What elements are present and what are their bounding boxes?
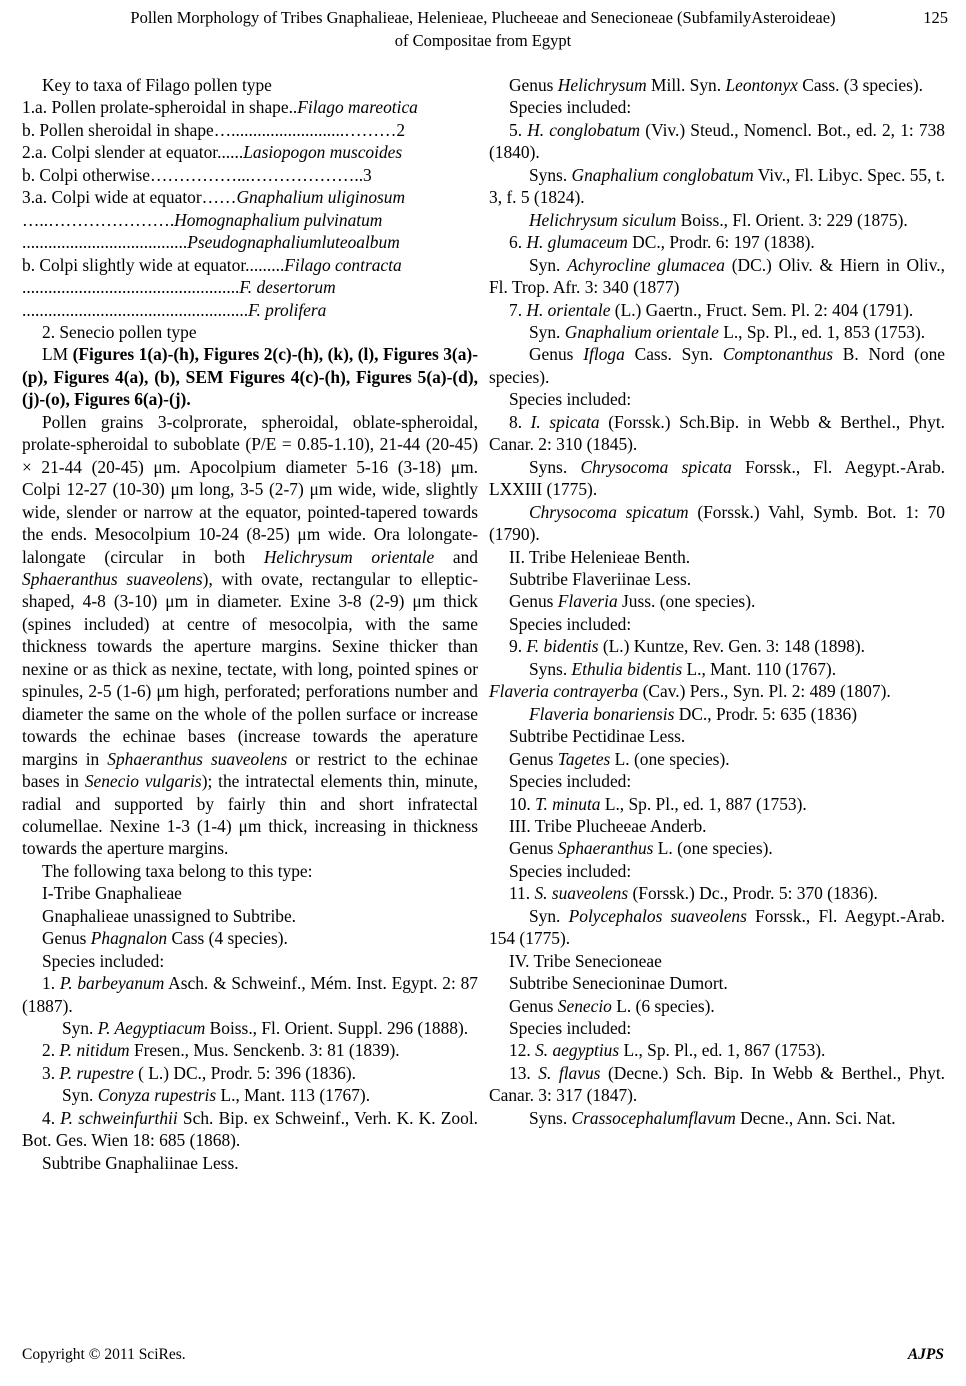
key-line-5-text: 3.a. Colpi wide at equator…… [22, 187, 237, 208]
species-included-label-4: Species included: [509, 771, 632, 792]
genus-senecio-prefix: Genus [509, 995, 558, 1016]
genus-tagetes-line [489, 748, 945, 770]
species-9-synonym-name: Ethulia bidentis [571, 658, 683, 679]
description-segment-3: ), with ovate, rectangular to elleptic-shaped, 4-8 (3-10) μm in diameter. Exine 3-8 (2-9) μm thick (spines included) at centre of mesocolpia, with the same thickness towards the aperture margins. Sexine thicker than nexine or as thick as nexine, tectate, with long, pointed spines or spinules, 2-5 (1-6) μm high, perforated; perforations number and diameter the same on the whole of the pollen surface or increase towards the echinae bases (increase towards the aperature margins in [22, 568, 478, 769]
species-1-synonym-citation: Boiss., Fl. Orient. Suppl. 296 (1888). [205, 1018, 469, 1039]
species-1-synonym [22, 1017, 478, 1039]
species-9-synonym-2-name: Flaveria contrayerba [489, 681, 639, 702]
genus-ifloga-synonym-name: Comptonanthus [722, 344, 833, 365]
key-line-3-text: 2.a. Colpi slender at equator...... [22, 142, 244, 163]
tribe-i-heading: I-Tribe Gnaphalieae [42, 883, 182, 904]
species-9-synonyms-label: Syns. [529, 658, 572, 679]
species-1-synonym-name: P. Aegyptiacum [97, 1018, 206, 1039]
species-included-label-3: Species included: [509, 613, 632, 634]
species-12-number: 12. [509, 1040, 536, 1061]
species-entry-8 [489, 411, 945, 456]
genus-sphaeranthus-suffix: L. (one species). [653, 838, 773, 859]
key-line-8-taxon: Filago contracta [284, 254, 402, 275]
species-11-synonym-citation: Forssk., Fl. Aegypt.-Arab. 154 (1775). [489, 905, 946, 949]
genus-flaveria-line [489, 590, 945, 612]
species-1-number: 1. [42, 973, 60, 994]
species-3-citation: ( L.) DC., Prodr. 5: 396 (1836). [133, 1062, 356, 1083]
key-line-7-text: ...................................... [22, 232, 188, 253]
key-line-9-text: .................................................. [22, 277, 240, 298]
species-10-name: T. minuta [535, 793, 601, 814]
genus-flaveria-name: Flaveria [557, 591, 618, 612]
species-entry-5 [489, 119, 945, 164]
key-line-9-taxon: F. desertorum [239, 277, 336, 298]
species-13-name: S. flavus [538, 1062, 601, 1083]
species-1-citation: Asch. & Schweinf., Mém. Inst. Egypt. 2: 87 (1887). [22, 973, 478, 1016]
key-line-1-text: 1.a. Pollen prolate-spheroidal in shape.. [22, 97, 298, 118]
description-segment-4: or restrict to the echinae bases in [22, 748, 478, 792]
pollen-description-paragraph [22, 411, 478, 860]
species-included-label-6: Species included: [509, 1018, 632, 1039]
description-taxon-4: Senecio vulgaris [84, 771, 202, 792]
species-8-synonym-2 [489, 501, 945, 546]
key-line-4 [22, 164, 478, 186]
running-header-title-line2: of Compositae from Egypt [394, 31, 572, 50]
species-7-name: H. orientale [526, 299, 611, 320]
species-11-synonym [489, 905, 945, 950]
species-8-synonym-2-citation: (Forssk.) Vahl, Symb. Bot. 1: 70 (1790). [489, 501, 945, 545]
species-7-number: 7. [509, 299, 527, 320]
description-segment-5: ); the intratectal elements thin, minute, radial and supported by fairly thin and short infratectal columellae. Nexine 1-3 (1-4) μm thick, increasing in thickness towards the aperture margins. [22, 771, 478, 859]
lm-figures-paragraph [22, 343, 478, 410]
key-line-8-text: b. Colpi slightly wide at equator......... [22, 254, 285, 275]
species-11-name: S. suaveolens [534, 883, 629, 904]
species-5-synonym-2-citation: Boiss., Fl. Orient. 3: 229 (1875). [676, 209, 908, 230]
species-9-name: F. bidentis [526, 636, 599, 657]
genus-tagetes-name: Tagetes [557, 748, 611, 769]
genus-ifloga-line [489, 343, 945, 388]
key-line-7-taxon: Pseudognaphaliumluteoalbum [187, 232, 400, 253]
species-2-citation: Fresen., Mus. Senckenb. 3: 81 (1839). [129, 1040, 400, 1061]
species-2-number: 2. [42, 1040, 60, 1061]
species-11-citation: (Forssk.) Dc., Prodr. 5: 370 (1836). [628, 883, 878, 904]
species-4-citation: Sch. Bip. ex Schweinf., Verh. K. K. Zool. Bot. Ges. Wien 18: 685 (1868). [22, 1107, 478, 1151]
genus-helichrysum-suffix: Cass. (3 species). [797, 75, 923, 95]
running-header-title-line1: Pollen Morphology of Tribes Gnaphalieae, Helenieae, Plucheeae and Senecioneae (SubfamilyAsteroideae) [130, 8, 836, 27]
species-5-synonym-citation: Viv., Fl. Libyc. Spec. 55, t. 3, f. 5 (1824). [489, 164, 946, 208]
species-included-label-5: Species included: [509, 860, 632, 881]
running-header-title [88, 6, 878, 52]
species-8-synonym-name: Chrysocoma spicata [580, 456, 732, 477]
species-12-name: S. aegyptius [535, 1040, 620, 1061]
species-5-number: 5. [509, 119, 528, 140]
genus-phagnalon-suffix: Cass (4 species). [167, 928, 288, 949]
genus-phagnalon-name: Phagnalon [90, 928, 168, 949]
journal-abbreviation: AJPS [907, 1346, 944, 1363]
species-entry-13 [489, 1062, 945, 1107]
genus-ifloga-name: Ifloga [583, 344, 625, 365]
species-6-number: 6. [509, 232, 527, 253]
species-8-synonym-citation: Forssk., Fl. Aegypt.-Arab. LXXIII (1775). [489, 456, 946, 500]
species-1-synonym-label: Syn. [62, 1018, 98, 1039]
species-6-citation: DC., Prodr. 6: 197 (1838). [627, 232, 815, 253]
species-7-synonym-label: Syn. [529, 321, 565, 342]
species-entry-4 [22, 1107, 478, 1152]
species-3-synonym-name: Conyza rupestris [97, 1085, 217, 1106]
species-8-synonym-2-name: Chrysocoma spicatum [529, 501, 689, 522]
genus-sphaeranthus-line [489, 837, 945, 859]
genus-helichrysum-name: Helichrysum [557, 75, 647, 95]
running-header [0, 6, 966, 58]
copyright-notice: Copyright © 2011 SciRes. [22, 1346, 186, 1363]
key-line-10-text: .................................................... [22, 299, 249, 320]
species-entry-6 [489, 231, 945, 253]
pollen-type-2-heading: 2. Senecio pollen type [42, 321, 197, 342]
tribe-ii-heading: II. Tribe Helenieae Benth. [509, 546, 691, 567]
species-entry-11 [489, 882, 945, 904]
species-entry-1 [22, 972, 478, 1017]
species-13-citation: (Decne.) Sch. Bip. In Webb & Berthel., Phyt. Canar. 3: 317 (1847). [489, 1062, 946, 1106]
species-3-synonym [22, 1084, 478, 1106]
tribe-iii-heading: III. Tribe Plucheeae Anderb. [509, 815, 707, 836]
subtribe-senecioninae-heading: Subtribe Senecioninae Dumort. [509, 973, 728, 994]
species-entry-3 [22, 1062, 478, 1084]
description-segment-1: Pollen grains 3-colprorate, spheroidal, oblate-spheroidal, prolate-spheroidal to suboblate (P/E = 0.85-1.10), 21-44 (20-45) × 21-44 (20-45) μm. Apocolpium diameter 5-16 (3-18) μm. Colpi 12-27 (10-30) μm long, 3-5 (2-7) μm wide, wide, slightly wide, slender or narrow at the equator, pointed-tapered towards the ends. Mesocolpium 10-24 (8-25) μm wide. Ora lolongate-lalongate (circular in both [22, 411, 478, 567]
species-9-synonym-2-citation: (Cav.) Pers., Syn. Pl. 2: 489 (1807). [638, 681, 891, 702]
key-line-1-taxon: Filago mareotica [297, 97, 418, 118]
key-line-4-text: b. Colpi otherwise……………...………………..3 [22, 164, 372, 185]
species-included-label-2: Species included: [509, 389, 632, 410]
key-line-2-text: b. Pollen sheroidal in shape…..........................………2 [22, 119, 406, 140]
species-entry-10 [489, 793, 945, 815]
species-1-name: P. barbeyanum [59, 973, 165, 994]
body-columns [0, 74, 966, 1304]
species-11-synonym-label: Syn. [529, 905, 569, 926]
description-taxon-3: Sphaeranthus suaveolens [107, 748, 288, 769]
genus-sphaeranthus-name: Sphaeranthus [557, 838, 654, 859]
species-12-citation: L., Sp. Pl., ed. 1, 867 (1753). [619, 1040, 826, 1061]
genus-tagetes-prefix: Genus [509, 748, 558, 769]
species-9-synonym-3-citation: DC., Prodr. 5: 635 (1836) [674, 703, 858, 724]
genus-sphaeranthus-prefix: Genus [509, 838, 558, 859]
species-included-label-1: Species included: [509, 97, 632, 118]
species-8-citation: (Forssk.) Sch.Bip. in Webb & Berthel., Phyt. Canar. 2: 310 (1845). [489, 411, 946, 455]
species-5-synonym-name: Gnaphalium conglobatum [571, 164, 754, 185]
description-taxon-2: Sphaeranthus suaveolens [22, 568, 203, 589]
subtribe-gnaphaliinae-heading: Subtribe Gnaphaliinae Less. [42, 1152, 239, 1173]
species-5-citation: (Viv.) Steud., Nomencl. Bot., ed. 2, 1: 738 (1840). [489, 119, 945, 163]
species-entry-7 [489, 299, 945, 321]
species-9-synonym-3 [489, 703, 945, 725]
species-5-name: H. conglobatum [527, 119, 641, 140]
genus-flaveria-suffix: Juss. (one species). [617, 591, 756, 612]
key-line-9 [22, 276, 478, 298]
genus-senecio-suffix: L. (6 species). [611, 995, 715, 1016]
genus-senecio-name: Senecio [557, 995, 612, 1016]
species-4-number: 4. [42, 1107, 61, 1128]
species-entry-2 [22, 1039, 478, 1061]
genus-helichrysum-synonym-name: Leontonyx [725, 75, 798, 95]
species-included-label-left: Species included: [42, 950, 165, 971]
key-line-5 [22, 186, 478, 208]
genus-helichrysum-line [489, 74, 945, 96]
species-5-synonym-2 [489, 209, 945, 231]
key-line-6-text: …..…………………. [22, 209, 175, 230]
species-9-number: 9. [509, 636, 527, 657]
species-6-synonym-label: Syn. [529, 254, 568, 275]
page-footer [0, 1344, 966, 1370]
left-column [22, 74, 478, 1174]
species-13-synonym-name: Crassocephalumflavum [571, 1107, 736, 1128]
right-column [489, 74, 945, 1129]
species-9-synonym-2 [489, 680, 945, 702]
species-13-synonyms [489, 1107, 945, 1129]
species-11-number: 11. [509, 883, 535, 904]
genus-ifloga-mid: Cass. Syn. [624, 344, 723, 365]
species-entry-12 [489, 1039, 945, 1061]
key-line-1 [22, 96, 478, 118]
lm-label: LM [42, 344, 69, 365]
species-6-synonym [489, 254, 945, 299]
species-3-number: 3. [42, 1062, 60, 1083]
key-line-8 [22, 254, 478, 276]
key-line-6 [22, 209, 478, 231]
species-8-synonyms-label: Syns. [529, 456, 581, 477]
species-13-synonyms-label: Syns. [529, 1107, 572, 1128]
genus-helichrysum-mid: Mill. Syn. [646, 75, 726, 95]
species-7-synonym [489, 321, 945, 343]
genus-phagnalon-line [22, 927, 478, 949]
genus-helichrysum-prefix: Genus [509, 75, 558, 95]
species-6-name: H. glumaceum [526, 232, 628, 253]
species-entry-9 [489, 635, 945, 657]
genus-ifloga-prefix: Genus [529, 344, 584, 365]
species-5-synonyms-label: Syns. [529, 164, 572, 185]
key-line-2 [22, 119, 478, 141]
species-13-number: 13. [509, 1062, 539, 1083]
species-8-synonyms [489, 456, 945, 501]
species-10-citation: L., Sp. Pl., ed. 1, 887 (1753). [600, 793, 807, 814]
genus-tagetes-suffix: L. (one species). [610, 748, 730, 769]
species-9-citation: (L.) Kuntze, Rev. Gen. 3: 148 (1898). [598, 636, 865, 657]
species-3-synonym-label: Syn. [62, 1085, 98, 1106]
subtribe-flaveriinae-heading: Subtribe Flaveriinae Less. [509, 568, 692, 589]
species-7-citation: (L.) Gaertn., Fruct. Sem. Pl. 2: 404 (1791). [610, 299, 914, 320]
species-9-synonym-3-name: Flaveria bonariensis [529, 703, 675, 724]
species-5-synonyms [489, 164, 945, 209]
key-line-7 [22, 231, 478, 253]
genus-flaveria-prefix: Genus [509, 591, 558, 612]
key-line-3-taxon: Lasiopogon muscoides [243, 142, 403, 163]
species-11-synonym-name: Polycephalos suaveolens [568, 905, 747, 926]
description-segment-2: and [434, 546, 478, 567]
species-5-synonym-2-name: Helichrysum siculum [529, 209, 677, 230]
species-3-name: P. rupestre [59, 1062, 134, 1083]
species-4-name: P. schweinfurthii [60, 1107, 178, 1128]
species-2-name: P. nitidum [59, 1040, 130, 1061]
genus-phagnalon-prefix: Genus [42, 928, 91, 949]
key-line-10-taxon: F. prolifera [248, 299, 327, 320]
subtribe-pectidinae-heading: Subtribe Pectidinae Less. [509, 726, 686, 747]
species-7-synonym-name: Gnaphalium orientale [564, 321, 719, 342]
species-3-synonym-citation: L., Mant. 113 (1767). [216, 1085, 371, 1106]
species-9-synonyms [489, 658, 945, 680]
species-13-synonym-citation: Decne., Ann. Sci. Nat. [735, 1107, 896, 1128]
key-heading: Key to taxa of Filago pollen type [42, 75, 272, 95]
key-line-5-taxon: Gnaphalium uliginosum [236, 187, 406, 208]
genus-ifloga-suffix: B. Nord (one species). [489, 344, 945, 387]
species-8-number: 8. [509, 411, 531, 432]
species-6-synonym-citation: (DC.) Oliv. & Hiern in Oliv., Fl. Trop. Afr. 3: 340 (1877) [489, 254, 946, 298]
genus-senecio-line [489, 995, 945, 1017]
species-7-synonym-citation: L., Sp. Pl., ed. 1, 853 (1753). [718, 321, 926, 342]
page-number: 125 [923, 8, 948, 27]
tribe-iv-heading: IV. Tribe Senecioneae [509, 950, 662, 971]
key-line-6-taxon: Homognaphalium pulvinatum [174, 209, 383, 230]
gnaphalieae-unassigned-line: Gnaphalieae unassigned to Subtribe. [42, 905, 297, 926]
species-6-synonym-name: Achyrocline glumacea [567, 254, 725, 275]
description-taxon-1: Helichrysum orientale [263, 546, 435, 567]
species-10-number: 10. [509, 793, 536, 814]
key-line-10 [22, 299, 478, 321]
following-taxa-line: The following taxa belong to this type: [42, 860, 313, 881]
species-8-name: I. spicata [530, 411, 600, 432]
lm-figures-list: (Figures 1(a)-(h), Figures 2(c)-(h), (k), (l), Figures 3(a)-(p), Figures 4(a), (b), SEM Figures 4(c)-(h), Figures 5(a)-(d), (j)-(o), Figures 6(a)-(j). [22, 344, 478, 410]
key-line-3 [22, 141, 478, 163]
species-9-synonym-citation: L., Mant. 110 (1767). [682, 658, 837, 679]
